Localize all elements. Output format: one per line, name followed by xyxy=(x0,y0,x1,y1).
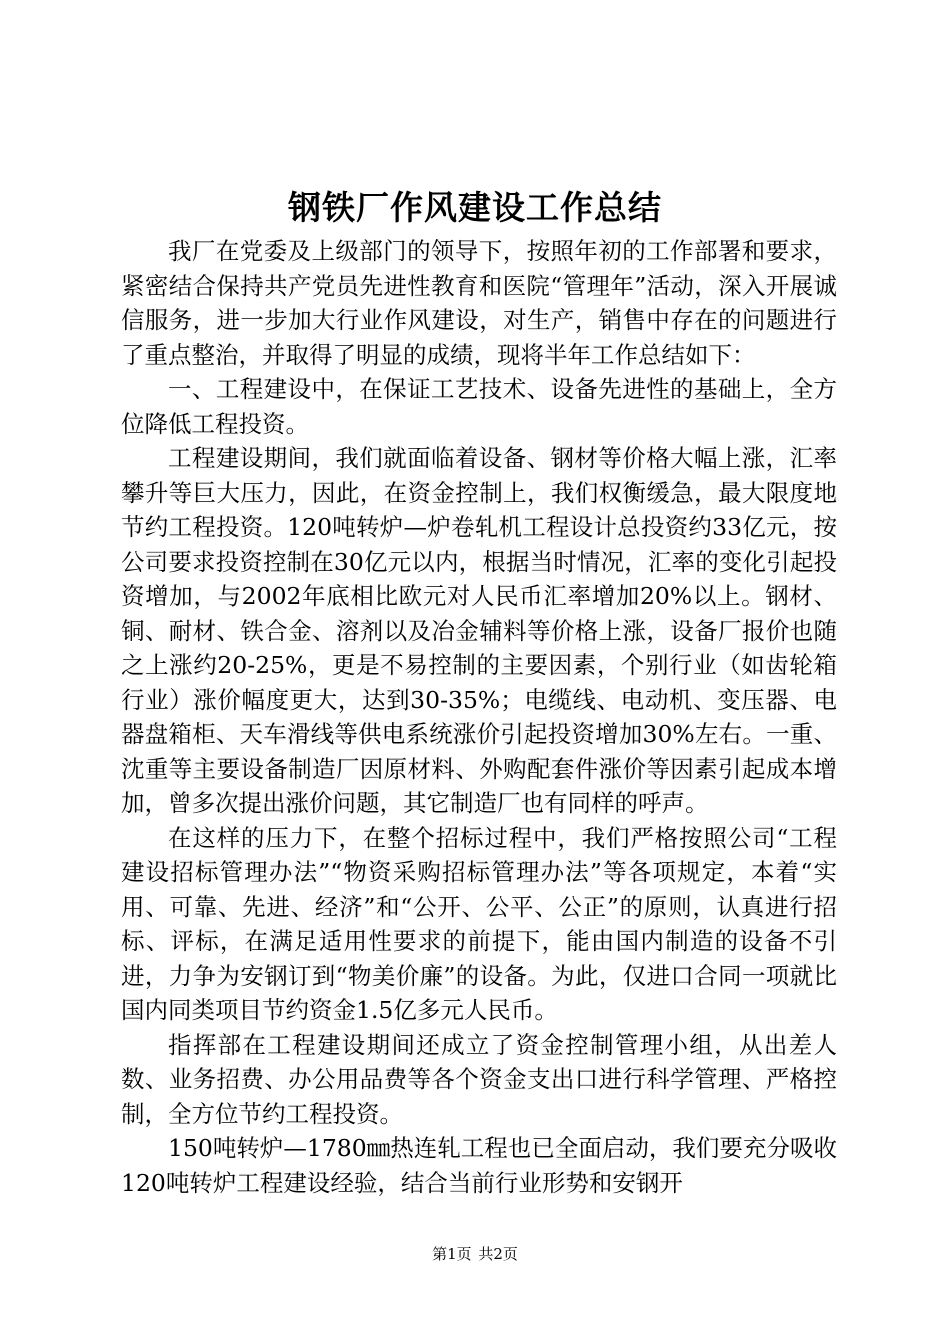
body-paragraph: 一、工程建设中，在保证工艺技术、设备先进性的基础上，全方位降低工程投资。 xyxy=(121,375,837,438)
document-title: 钢铁厂作风建设工作总结 xyxy=(288,188,662,227)
body-paragraph: 工程建设期间，我们就面临着设备、钢材等价格大幅上涨，汇率攀升等巨大压力，因此，在资金控制上，我们权衡缓急，最大限度地节约工程投资。120吨转炉—炉卷轧机工程设计总投资约33亿元，按公司要求投资控制在30亿元以内，根据当时情况，汇率的变化引起投资增加，与2002年底相比欧元对人民币汇率增加20%以上。钢材、铜、耐材、铁合金、溶剂以及冶金辅料等价格上涨，设备厂报价也随之上涨约20-25%，更是不易控制的主要因素，个别行业（如齿轮箱行业）涨价幅度更大，达到30-35%；电缆线、电动机、变压器、电器盘箱柜、天车滑线等供电系统涨价引起投资增加30%左右。一重、沈重等主要设备制造厂因原材料、外购配套件涨价等因素引起成本增加，曾多次提出涨价问题，其它制造厂也有同样的呼声。 xyxy=(121,444,837,817)
body-paragraph: 我厂在党委及上级部门的领导下，按照年初的工作部署和要求，紧密结合保持共产党员先进性教育和医院“管理年”活动，深入开展诚信服务，进一步加大行业作风建设，对生产，销售中存在的问题进行了重点整治，并取得了明显的成绩，现将半年工作总结如下： xyxy=(121,237,837,369)
page-number-footer: 第1页 共2页 xyxy=(432,1245,518,1263)
body-paragraph: 150吨转炉—1780㎜热连轧工程也已全面启动，我们要充分吸收120吨转炉工程建设经验，结合当前行业形势和安钢开 xyxy=(121,1134,837,1197)
body-paragraph: 指挥部在工程建设期间还成立了资金控制管理小组，从出差人数、业务招费、办公用品费等各个资金支出口进行科学管理、严格控制，全方位节约工程投资。 xyxy=(121,1030,837,1128)
document-body xyxy=(121,234,837,1200)
body-paragraph: 在这样的压力下，在整个招标过程中，我们严格按照公司“工程建设招标管理办法”“物资采购招标管理办法”等各项规定，本着“实用、可靠、先进、经济”和“公开、公平、公正”的原则，认真进行招标、评标，在满足适用性要求的前提下，能由国内制造的设备不引进，力争为安钢订到“物美价廉”的设备。为此，仅进口合同一项就比国内同类项目节约资金1.5亿多元人民币。 xyxy=(121,823,837,1024)
